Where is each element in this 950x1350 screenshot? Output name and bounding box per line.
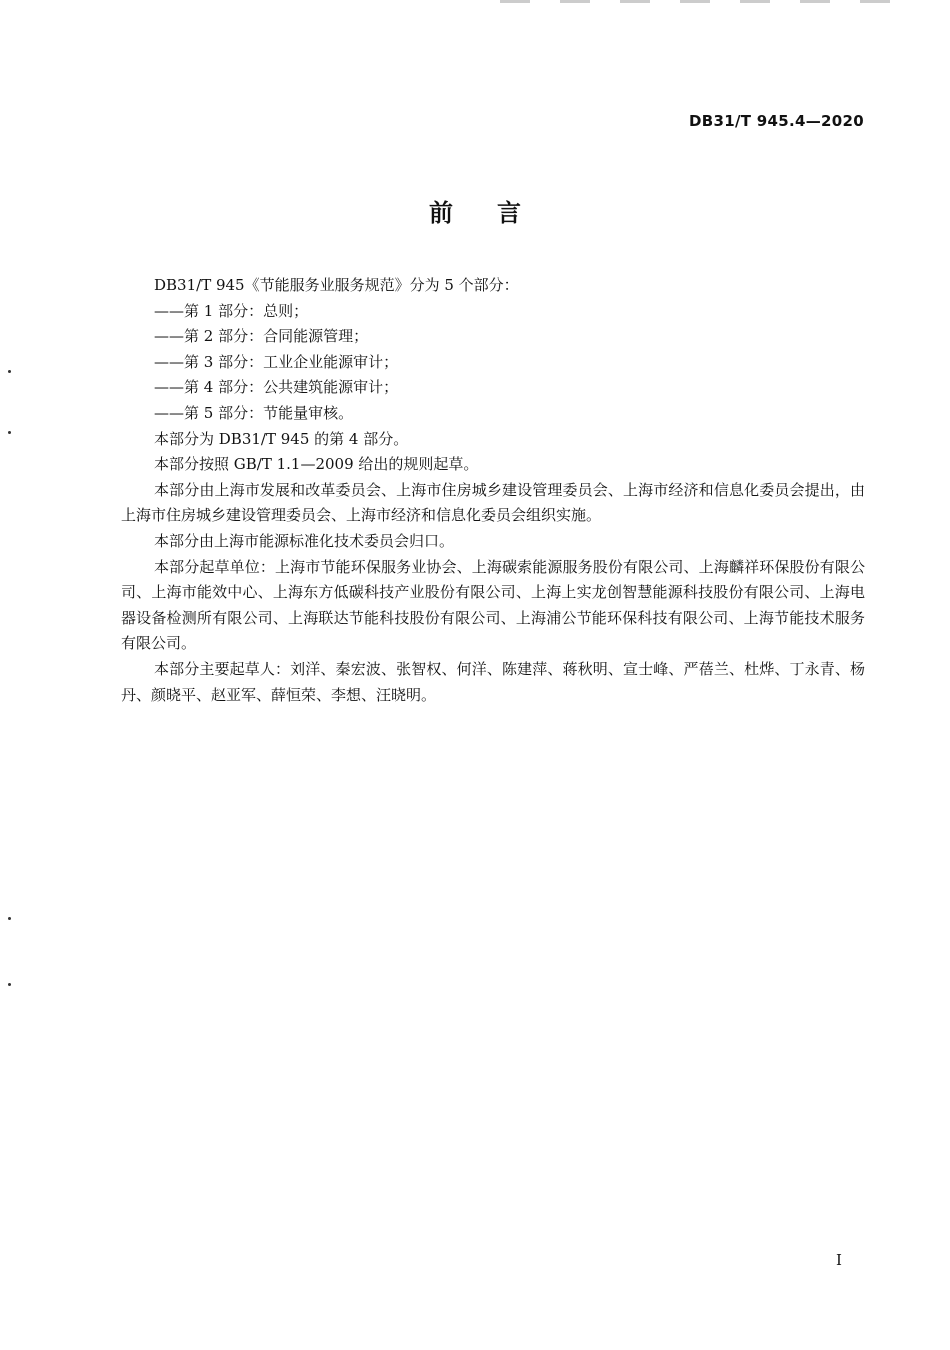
paragraph: 本部分主要起草人：刘洋、秦宏波、张智权、何洋、陈建萍、蒋秋明、宣士峰、严蓓兰、杜烨、丁永青、杨丹、颜晓平、赵亚军、薛恒荣、李想、汪晓明。 <box>121 659 865 704</box>
part-item: ——第 4 部分：公共建筑能源审计； <box>154 378 399 397</box>
scan-dot <box>8 983 11 986</box>
part-item: ——第 1 部分：总则； <box>154 301 309 320</box>
intro-line: DB31/T 945《节能服务业服务规范》分为 5 个部分： <box>154 276 519 294</box>
paragraph: 本部分由上海市发展和改革委员会、上海市住房城乡建设管理委员会、上海市经济和信息化委员会提出，由上海市住房城乡建设管理委员会、上海市经济和信息化委员会组织实施。 <box>121 480 865 525</box>
part-item: ——第 5 部分：节能量审核。 <box>154 403 354 422</box>
paragraph: 本部分按照 GB/T 1.1—2009 给出的规则起草。 <box>154 455 479 474</box>
paragraph: 本部分由上海市能源标准化技术委员会归口。 <box>154 531 455 550</box>
scan-artifact <box>500 0 920 3</box>
paragraph: 本部分起草单位：上海市节能环保服务业协会、上海碳索能源服务股份有限公司、上海麟祥环保股份有限公司、上海市能效中心、上海东方低碳科技产业股份有限公司、上海上实龙创智慧能源科技股份有限公司、上海电器设备检测所有限公司、上海联达节能科技股份有限公司、上海浦公节能环保科技有限公司、上海节能技术服务有限公司。 <box>121 557 865 653</box>
foreword-body <box>121 273 865 708</box>
paragraph: 本部分为 DB31/T 945 的第 4 部分。 <box>154 429 409 448</box>
part-item: ——第 2 部分：合同能源管理； <box>154 327 369 346</box>
page-number: I <box>836 1251 842 1269</box>
page-title: 前言 <box>429 199 565 227</box>
scan-dot <box>8 431 11 434</box>
part-item: ——第 3 部分：工业企业能源审计； <box>154 352 399 371</box>
standard-number: DB31/T 945.4—2020 <box>689 112 864 130</box>
scan-dot <box>8 370 11 373</box>
scan-dot <box>8 917 11 920</box>
